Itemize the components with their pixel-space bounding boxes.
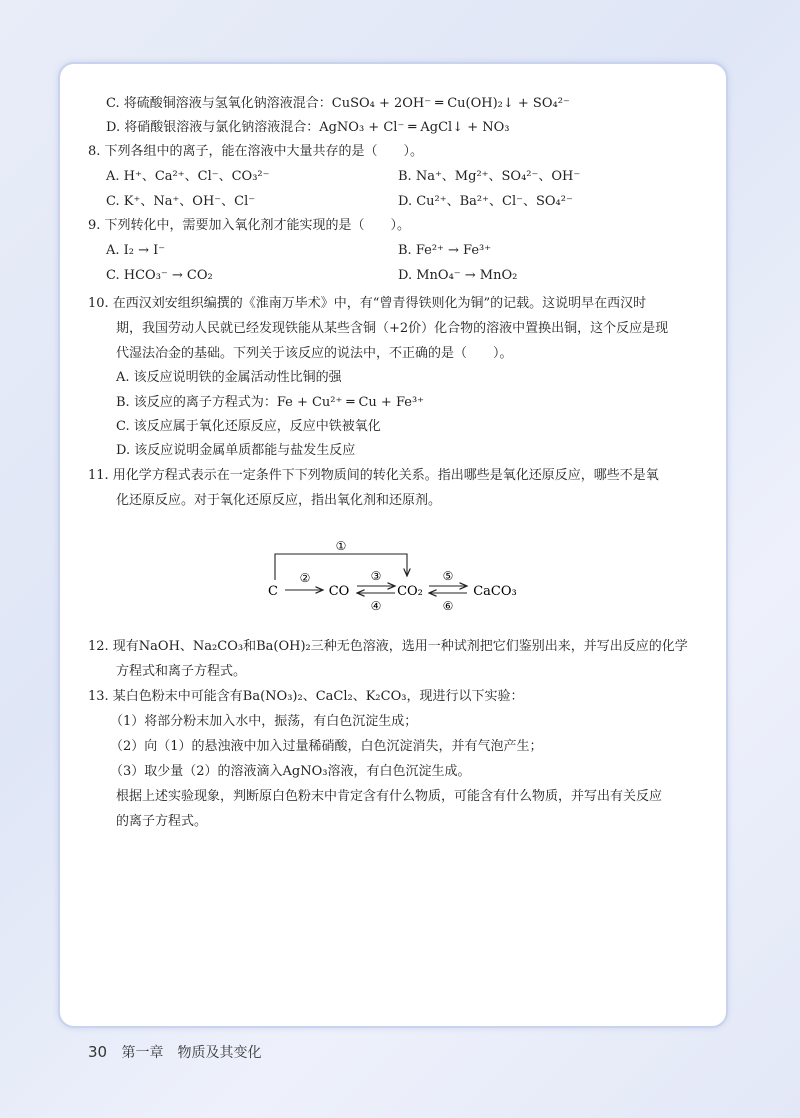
q13-line-2: 的离子方程式。 <box>116 814 208 829</box>
q13-stem: 13. 某白色粉末中可能含有Ba(NO₃)₂、CaCl₂、K₂CO₃，现进行以下实验： <box>88 689 524 704</box>
page-number: 30 <box>88 1043 108 1061</box>
q7-option-d: D. 将硝酸银溶液与氯化钠溶液混合：AgNO₃ + Cl⁻ ═ AgCl↓ + NO₃ <box>106 120 510 135</box>
q10-option-b: B. 该反应的离子方程式为：Fe + Cu²⁺ ═ Cu + Fe³⁺ <box>116 395 425 410</box>
label-4: ④ <box>370 599 382 613</box>
arrow-1 <box>275 554 407 580</box>
q8-option-c: C. K⁺、Na⁺、OH⁻、Cl⁻ <box>106 194 256 209</box>
q10-option-d: D. 该反应说明金属单质都能与盐发生反应 <box>116 443 356 458</box>
node-caco3: CaCO₃ <box>473 584 517 599</box>
conversion-diagram <box>255 532 535 622</box>
q11-line-2: 化还原反应。对于氧化还原反应，指出氧化剂和还原剂。 <box>116 493 442 508</box>
node-c: C <box>268 584 278 599</box>
q13-step-2: （2）向（1）的悬浊液中加入过量稀硝酸，白色沉淀消失，并有气泡产生； <box>110 739 543 754</box>
q9-option-c: C. HCO₃⁻ → CO₂ <box>106 268 213 283</box>
q12-line-1: 12. 现有NaOH、Na₂CO₃和Ba(OH)₂三种无色溶液，选用一种试剂把它们鉴别出来，并写出反应的化学 <box>88 639 688 654</box>
page-footer <box>88 1042 262 1062</box>
q8-option-d: D. Cu²⁺、Ba²⁺、Cl⁻、SO₄²⁻ <box>398 194 573 209</box>
q8-option-b: B. Na⁺、Mg²⁺、SO₄²⁻、OH⁻ <box>398 169 581 184</box>
label-1: ① <box>335 539 347 553</box>
q8-option-a: A. H⁺、Ca²⁺、Cl⁻、CO₃²⁻ <box>106 169 270 184</box>
node-co: CO <box>328 584 350 599</box>
label-2: ② <box>299 571 311 585</box>
label-6: ⑥ <box>442 599 454 613</box>
q10-line-3: 代湿法冶金的基础。下列关于该反应的说法中，不正确的是（ ）。 <box>116 346 513 361</box>
label-3: ③ <box>370 569 382 583</box>
q9-option-a: A. I₂ → I⁻ <box>106 243 166 258</box>
label-5: ⑤ <box>442 569 454 583</box>
q9-option-b: B. Fe²⁺ → Fe³⁺ <box>398 243 492 258</box>
q10-line-2: 期，我国劳动人民就已经发现铁能从某些含铜（+2价）化合物的溶液中置换出铜，这个反应是现 <box>116 321 669 336</box>
q10-option-c: C. 该反应属于氧化还原反应，反应中铁被氧化 <box>116 419 381 434</box>
q10-option-a: A. 该反应说明铁的金属活动性比铜的强 <box>116 370 342 385</box>
q13-step-3: （3）取少量（2）的溶液滴入AgNO₃溶液，有白色沉淀生成。 <box>110 764 471 779</box>
q11-line-1: 11. 用化学方程式表示在一定条件下下列物质间的转化关系。指出哪些是氧化还原反应，哪些不是氧 <box>88 468 659 483</box>
q10-line-1: 10. 在西汉刘安组织编撰的《淮南万毕术》中，有“曾青得铁则化为铜”的记载。这说明早在西汉时 <box>88 296 647 311</box>
chapter-title: 第一章 物质及其变化 <box>121 1045 262 1061</box>
q8-stem: 8. 下列各组中的离子，能在溶液中大量共存的是（ ）。 <box>88 144 424 159</box>
q7-option-c: C. 将硫酸铜溶液与氢氧化钠溶液混合：CuSO₄ + 2OH⁻ ═ Cu(OH)₂↓ + SO₄²⁻ <box>106 96 570 111</box>
node-co2: CO₂ <box>397 584 423 599</box>
q13-line-1: 根据上述实验现象，判断原白色粉末中肯定含有什么物质，可能含有什么物质，并写出有关反应 <box>116 789 663 804</box>
q13-step-1: （1）将部分粉末加入水中，振荡，有白色沉淀生成； <box>110 714 418 729</box>
q9-option-d: D. MnO₄⁻ → MnO₂ <box>398 268 518 283</box>
q9-stem: 9. 下列转化中，需要加入氧化剂才能实现的是（ ）。 <box>88 218 411 233</box>
q12-line-2: 方程式和离子方程式。 <box>116 664 247 679</box>
